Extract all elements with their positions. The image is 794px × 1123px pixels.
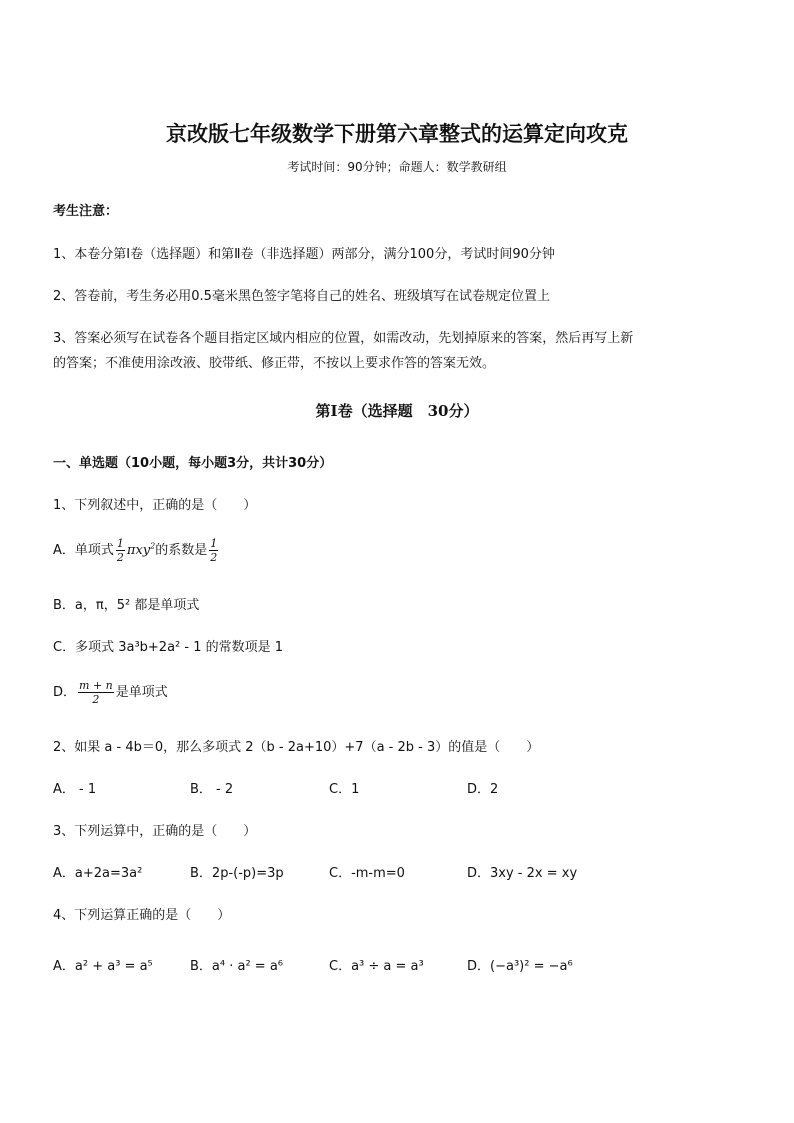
question-3-option-a[interactable]: A．a+2a=3a² (53, 866, 143, 881)
question-4-option-b[interactable]: B．a⁴ · a² = a⁶ (190, 959, 284, 974)
question-3-option-c[interactable]: C．-m-m=0 (329, 866, 405, 881)
question-1-option-b[interactable]: B．a，π，5² 都是单项式 (53, 598, 200, 613)
question-3-option-d[interactable]: D．3xy - 2x = xy (467, 866, 578, 881)
exam-info: 考试时间：90分钟；命题人：数学教研组 (287, 160, 507, 174)
option-d-suffix: 是单项式 (115, 685, 168, 700)
question-1-option-c[interactable]: C．多项式 3a³b+2a² - 1 的常数项是 1 (53, 640, 284, 655)
coefficient-fraction: $\frac{1}{2}$ (116, 537, 124, 564)
question-1-stem: 1、下列叙述中，正确的是（ ） (53, 498, 257, 513)
question-2-stem: 2、如果 a - 4b＝0，那么多项式 2（b - 2a+10）+7（a - 2b - 3）的值是（ ） (53, 740, 540, 755)
page-title: 京改版七年级数学下册第六章整式的运算定向攻克 (166, 121, 628, 146)
question-1-option-a[interactable] (53, 537, 220, 564)
option-d-prefix: D． (53, 685, 77, 700)
notice-item-1: 1、本卷分第Ⅰ卷（选择题）和第Ⅱ卷（非选择题）两部分，满分100分，考试时间90分钟 (53, 247, 555, 262)
question-4-stem: 4、下列运算正确的是（ ） (53, 908, 231, 923)
notice-heading: 考生注意： (53, 204, 119, 219)
question-4-option-d[interactable]: D．(−a³)² = −a⁶ (467, 959, 573, 974)
notice-item-3-line-2: 的答案；不准使用涂改液、胶带纸、修正带，不按以上要求作答的答案无效。 (53, 356, 496, 371)
monomial-term: πxy$^2$ (126, 541, 156, 558)
part-title: 一、单选题（10小题，每小题3分，共计30分） (53, 456, 333, 471)
option-d-fraction: $\frac{m + n}{2}$ (79, 679, 113, 706)
question-3-option-b[interactable]: B．2p-(-p)=3p (190, 866, 284, 881)
question-2-option-d[interactable]: D．2 (467, 782, 499, 797)
option-a-mid: 的系数是 (155, 543, 208, 558)
notice-item-3-line-1: 3、答案必须写在试卷各个题目指定区域内相应的位置，如需改动，先划掉原来的答案，然后再写上新 (53, 331, 634, 346)
question-4-option-a[interactable]: A．a² + a³ = a⁵ (53, 959, 153, 974)
notice-item-2: 2、答卷前，考生务必用0.5毫米黑色签字笔将自己的姓名、班级填写在试卷规定位置上 (53, 289, 550, 304)
question-4-option-c[interactable]: C．a³ ÷ a = a³ (329, 959, 424, 974)
question-2-option-a[interactable]: A． - 1 (53, 782, 97, 797)
option-a-prefix: A．单项式 (53, 543, 114, 558)
section-title: 第Ⅰ卷（选择题 30分） (315, 402, 479, 420)
question-2-option-c[interactable]: C．1 (329, 782, 360, 797)
question-2-option-b[interactable]: B． - 2 (190, 782, 234, 797)
question-3-stem: 3、下列运算中，正确的是（ ） (53, 824, 257, 839)
question-1-option-d[interactable] (53, 679, 168, 706)
answer-fraction: $\frac{1}{2}$ (210, 537, 218, 564)
